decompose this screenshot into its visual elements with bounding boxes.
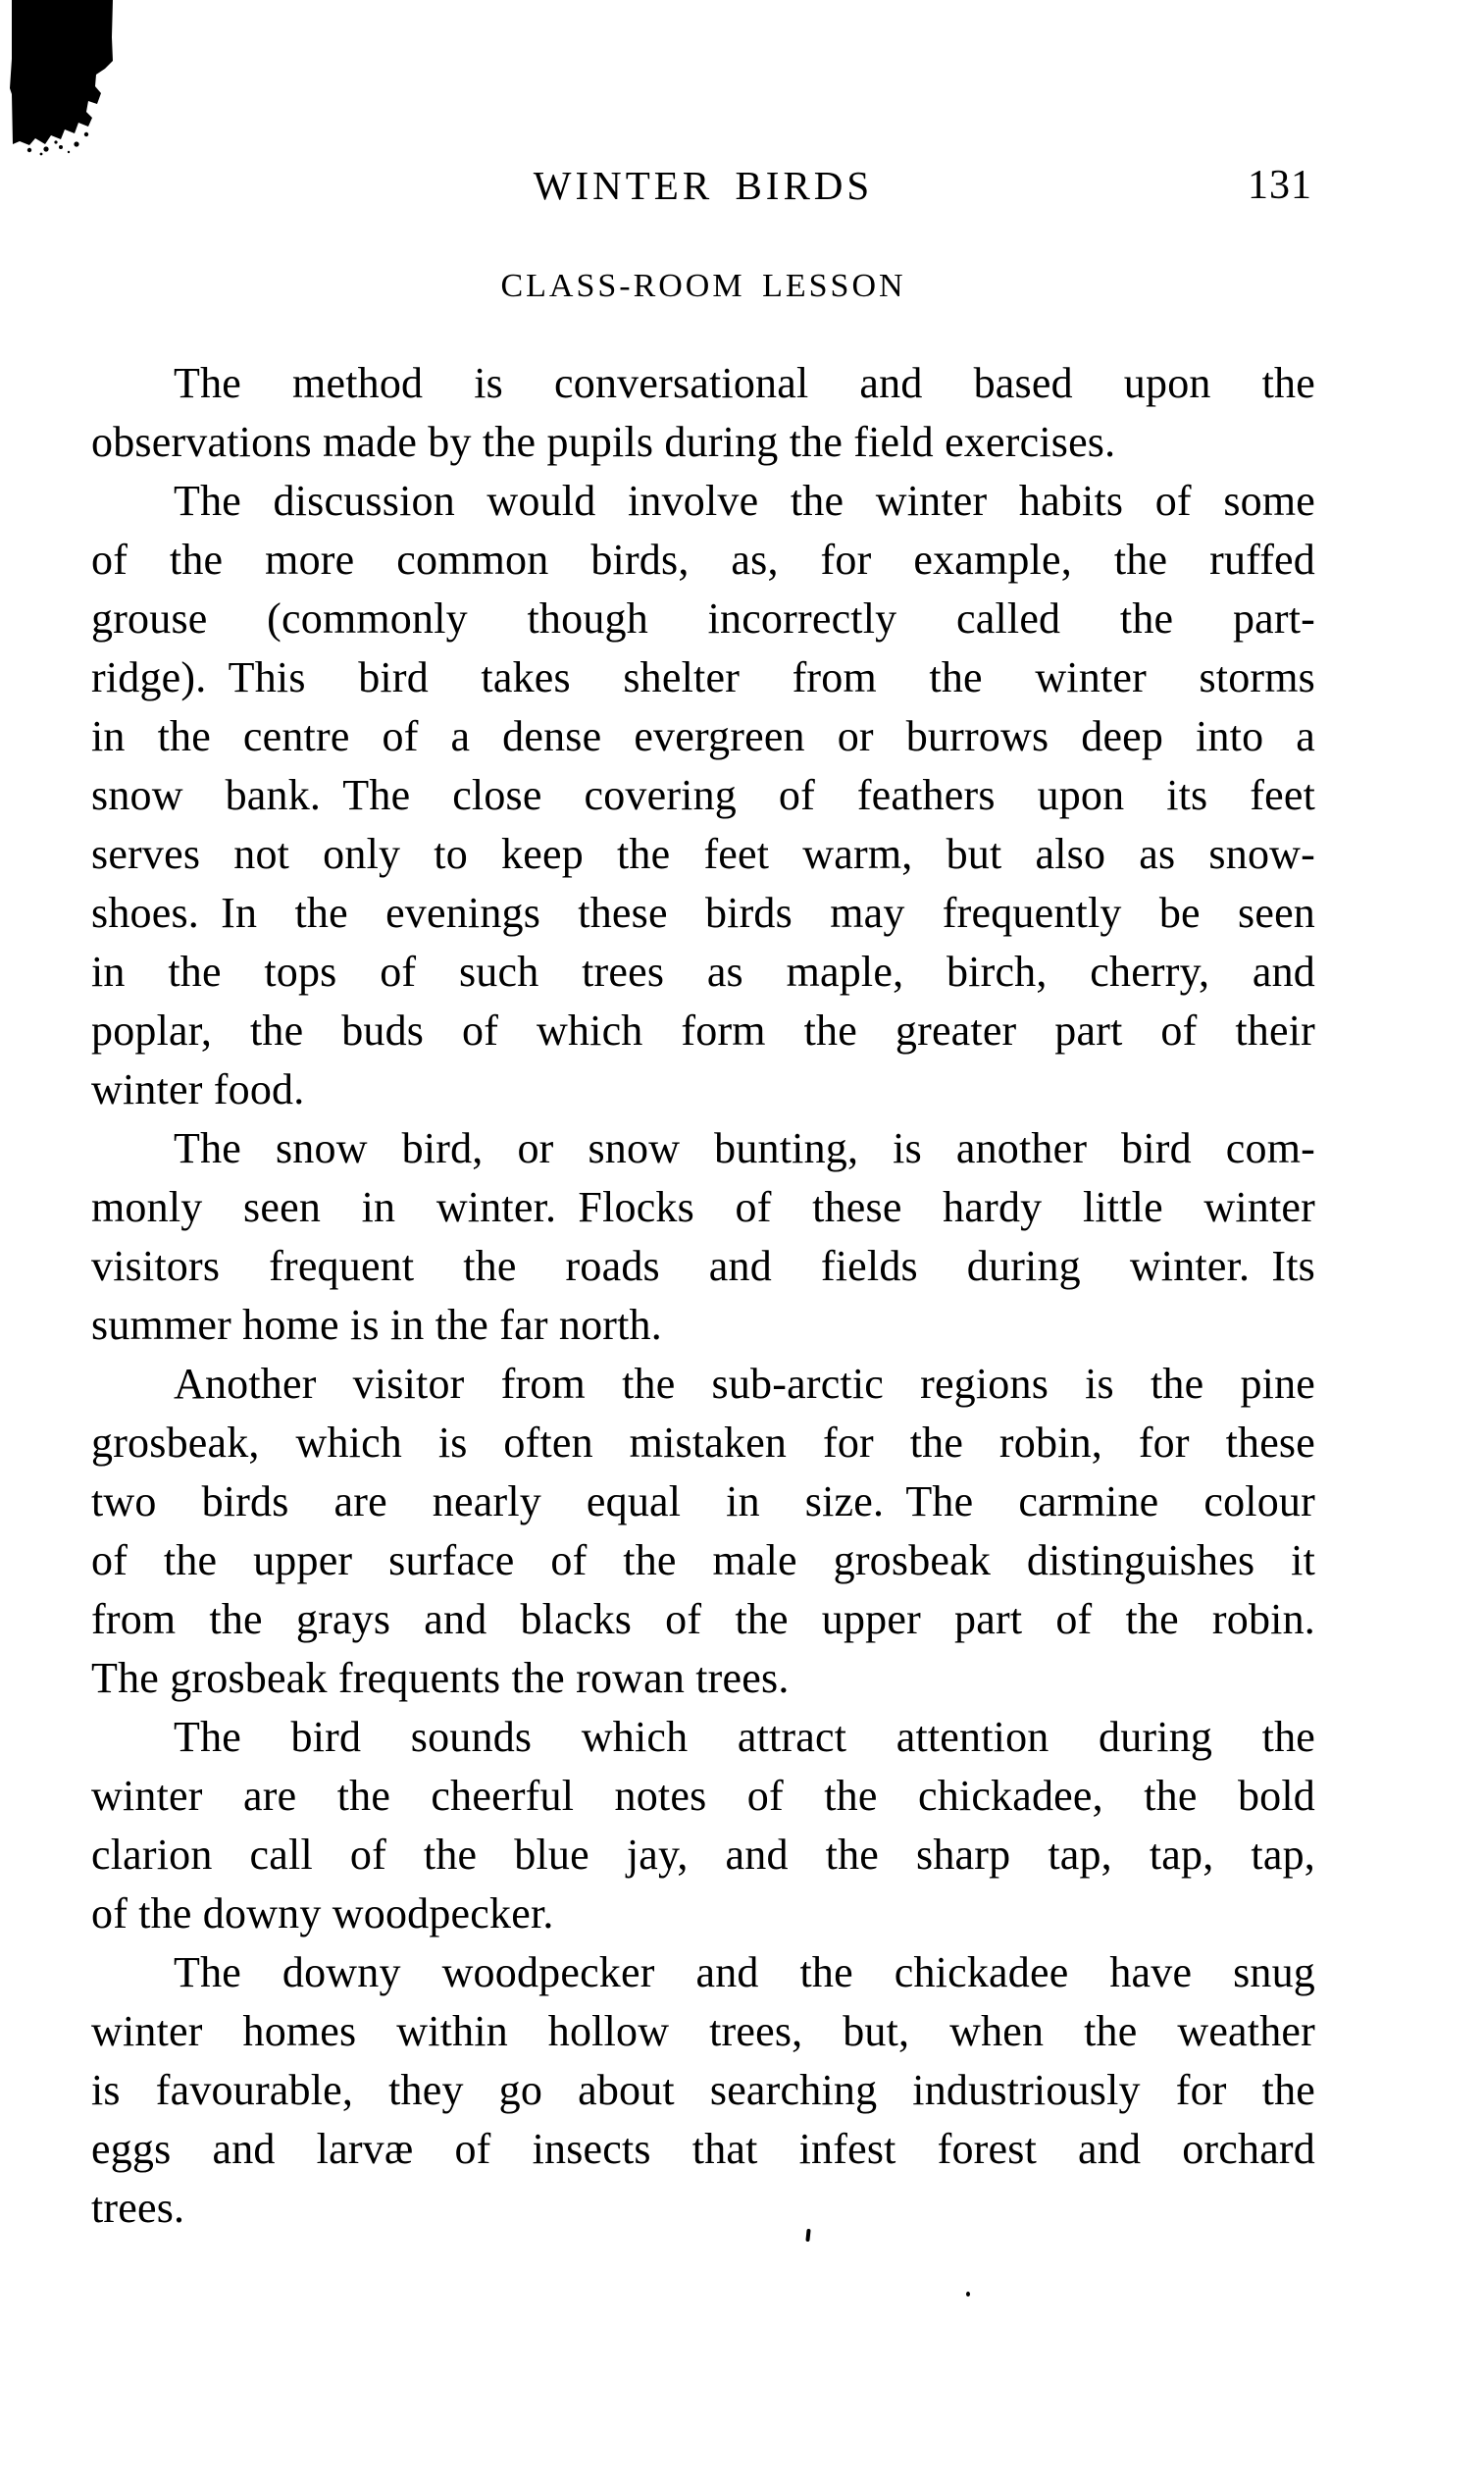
paragraph [91,1119,1315,1355]
paragraph [91,1708,1315,1943]
section-heading: CLASS-ROOM LESSON [500,268,906,304]
text-line: of the more common birds, as, for example, the ruffed [91,536,1315,584]
paragraph [91,354,1315,472]
ink-blot-artifact [0,0,137,167]
text-line: Another visitor from the sub-arctic regions is the pine [174,1360,1315,1408]
text-line: The downy woodpecker and the chickadee have snug [174,1948,1315,1996]
paragraph [91,1355,1315,1708]
text-line: grouse (commonly though incorrectly called the part- [91,594,1315,643]
text-line: winter are the cheerful notes of the chickadee, the bold [91,1772,1315,1820]
text-line: trees. [91,2184,185,2232]
text-line: poplar, the buds of which form the greater part of their [91,1007,1315,1055]
scan-speck [966,2292,970,2297]
text-line: The snow bird, or snow bunting, is another bird com- [174,1124,1315,1172]
text-line: in the tops of such trees as maple, birch, cherry, and [91,948,1315,996]
text-line: grosbeak, which is often mistaken for the robin, for these [91,1419,1315,1467]
text-line: The grosbeak frequents the rowan trees. [91,1654,790,1702]
text-line: serves not only to keep the feet warm, but also as snow- [91,830,1315,878]
text-line: summer home is in the far north. [91,1301,662,1349]
text-line: The bird sounds which attract attention during the [174,1713,1315,1761]
text-line: winter food. [91,1065,305,1113]
text-line: eggs and larvæ of insects that infest forest and orchard [91,2125,1315,2173]
text-line: monly seen in winter. Flocks of these hardy little winter [91,1183,1315,1231]
text-line: winter homes within hollow trees, but, when the weather [91,2007,1315,2055]
text-line: of the downy woodpecker. [91,1889,554,1937]
text-line: visitors frequent the roads and fields during winter. Its [91,1242,1315,1290]
page-title: WINTER BIRDS [533,163,874,208]
text-line: The method is conversational and based upon the [174,359,1315,407]
text-line: snow bank. The close covering of feathers upon its feet [91,771,1315,819]
text-line: from the grays and blacks of the upper part of the robin. [91,1595,1315,1643]
text-line: The discussion would involve the winter habits of some [174,477,1315,525]
scan-speck [805,2229,810,2242]
text-line: observations made by the pupils during the field exercises. [91,418,1116,466]
text-line: clarion call of the blue jay, and the sharp tap, tap, tap, [91,1831,1315,1879]
running-header [91,162,1315,209]
text-body [91,354,1315,2238]
text-line: shoes. In the evenings these birds may frequently be seen [91,889,1315,937]
text-line: of the upper surface of the male grosbeak distinguishes it [91,1536,1315,1584]
paragraph [91,472,1315,1119]
text-line: is favourable, they go about searching industriously for the [91,2066,1315,2114]
text-line: ridge). This bird takes shelter from the winter storms [91,653,1315,701]
text-line: two birds are nearly equal in size. The carmine colour [91,1477,1315,1525]
paragraph [91,1943,1315,2238]
page-number: 131 [1248,163,1312,208]
text-line: in the centre of a dense evergreen or burrows deep into a [91,712,1315,760]
